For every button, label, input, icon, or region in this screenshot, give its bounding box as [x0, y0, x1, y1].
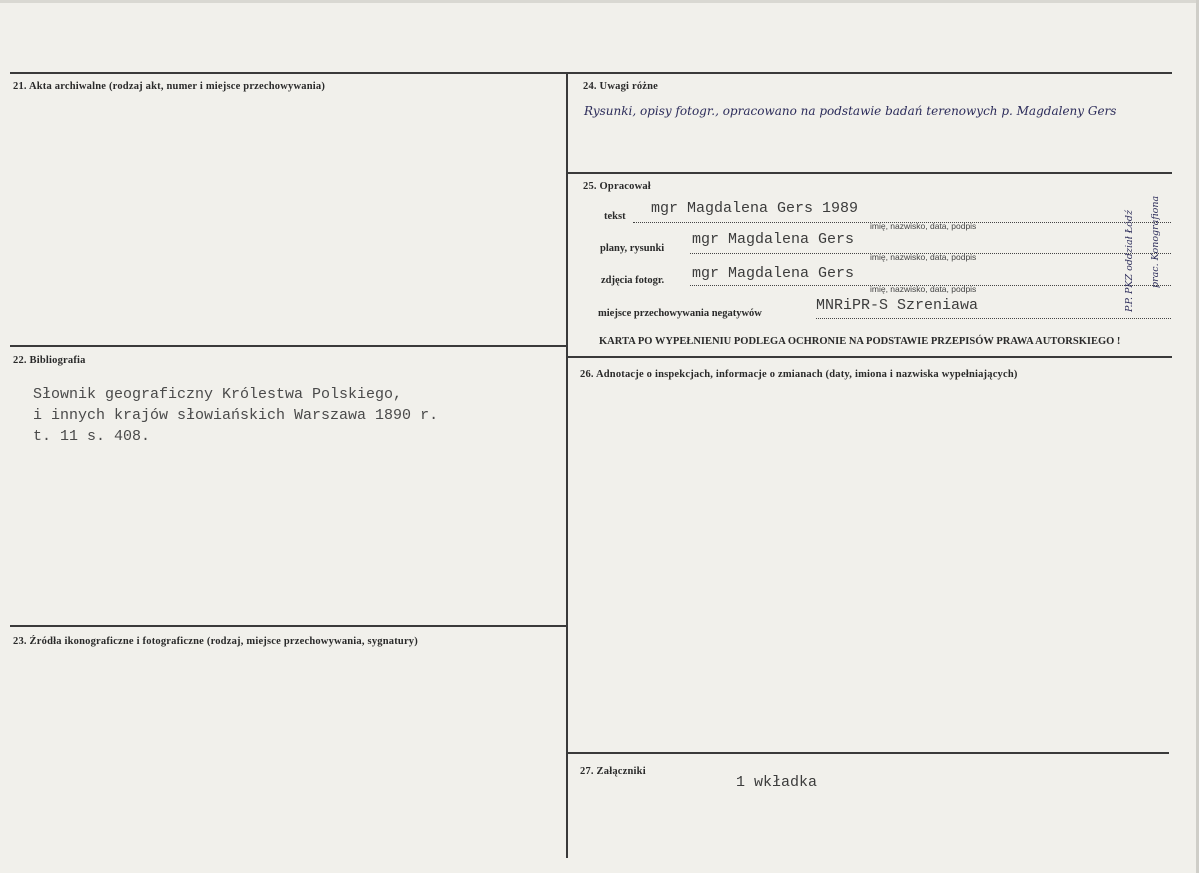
stamp-vertical-2: prac. Konografiona	[1150, 195, 1161, 288]
tekst-value: mgr Magdalena Gers 1989	[651, 200, 859, 217]
negatywy-value: MNRiPR-S Szreniawa	[816, 297, 979, 314]
bibliography-line: i innych krajów słowiańskich Warszawa 1890 r.	[33, 407, 439, 424]
copyright-warning: KARTA PO WYPEŁNIENIU PODLEGA OCHRONIE NA PODSTAWIE PRZEPISÓW PRAWA AUTORSKIEGO !	[599, 336, 1121, 347]
center-divider	[566, 72, 568, 858]
rule-s25-s26	[567, 356, 1172, 358]
stamp-vertical: P.P. PKZ oddział Łódź	[1124, 210, 1135, 312]
section-24-label: 24. Uwagi różne	[583, 81, 659, 92]
section-25-label: 25. Opracował	[583, 181, 651, 192]
rule-s26-s27	[567, 752, 1169, 754]
section-21-label: 21. Akta archiwalne (rodzaj akt, numer i miejsce przechowywania)	[13, 81, 326, 92]
zdjecia-label: zdjęcia fotogr.	[601, 275, 665, 286]
negatywy-dotted-line	[816, 318, 1171, 319]
bibliography-line: Słownik geograficzny Królestwa Polskiego,	[33, 386, 403, 403]
zdjecia-value: mgr Magdalena Gers	[692, 265, 855, 282]
bibliography-line: t. 11 s. 408.	[33, 428, 151, 445]
section-24-note: Rysunki, opisy fotogr., opracowano na podstawie badań terenowych p. Magdaleny Gers	[584, 104, 1117, 118]
plany-caption: imię, nazwisko, data, podpis	[870, 252, 977, 262]
plany-value: mgr Magdalena Gers	[692, 231, 855, 248]
section-27-label: 27. Załączniki	[580, 766, 646, 777]
section-23-label: 23. Źródła ikonograficzne i fotograficzne (rodzaj, miejsce przechowywania, sygnatury)	[13, 636, 418, 647]
plany-label: plany, rysunki	[600, 243, 665, 254]
rule-s24-s25	[567, 172, 1172, 174]
attachments-value: 1 wkładka	[736, 774, 818, 791]
tekst-label: tekst	[604, 211, 626, 222]
rule-s21-s22	[10, 345, 567, 347]
section-26-label: 26. Adnotacje o inspekcjach, informacje o zmianach (daty, imiona i nazwiska wypełniających)	[580, 369, 1018, 380]
top-rule	[10, 72, 1172, 74]
section-22-label: 22. Bibliografia	[13, 355, 86, 366]
negatywy-label: miejsce przechowywania negatywów	[598, 308, 762, 319]
bibliography-text	[33, 384, 438, 447]
tekst-caption: imię, nazwisko, data, podpis	[870, 221, 977, 231]
zdjecia-caption: imię, nazwisko, data, podpis	[870, 284, 977, 294]
rule-s22-s23	[10, 625, 567, 627]
card-top-edge	[0, 0, 1199, 3]
